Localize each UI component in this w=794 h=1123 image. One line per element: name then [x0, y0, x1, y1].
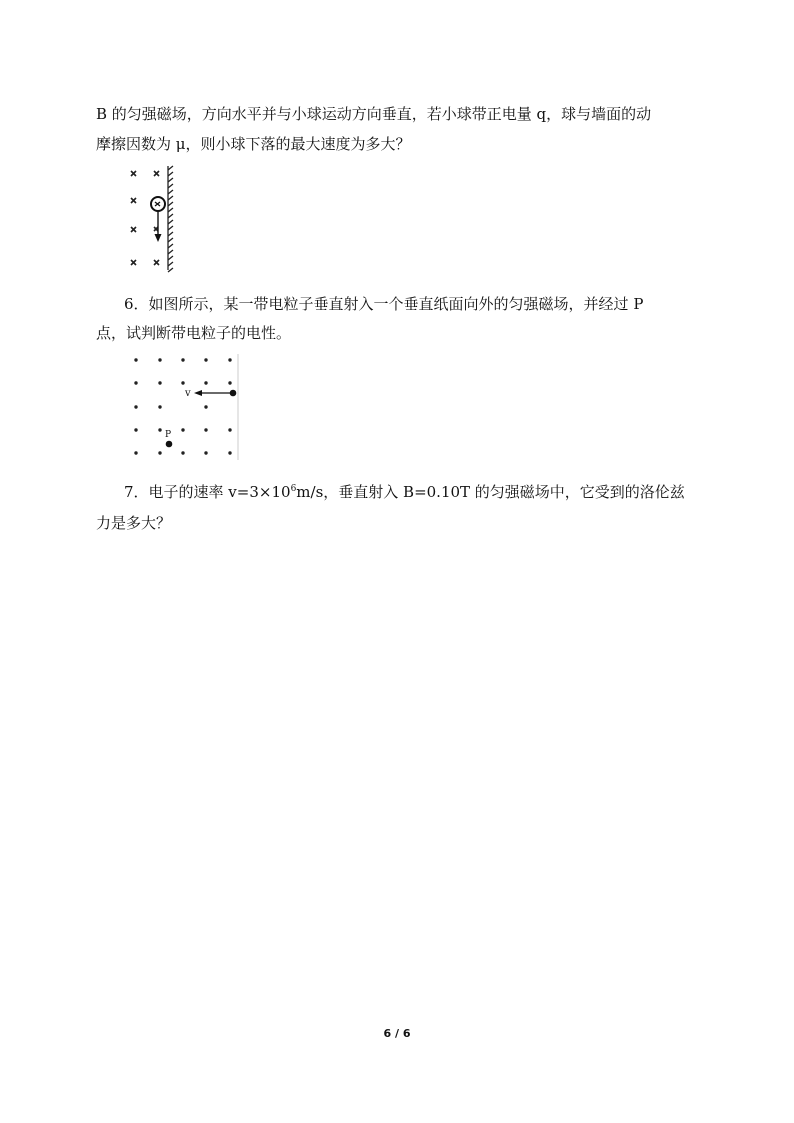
- problem5-line1: B 的匀强磁场，方向水平并与小球运动方向垂直，若小球带正电量 q，球与墙面的动: [96, 105, 652, 123]
- left-arrow-icon: [194, 390, 231, 396]
- problem7-line2: 力是多大？: [96, 514, 172, 532]
- field-cross-marks: [131, 171, 159, 265]
- down-arrow-icon: [155, 211, 162, 242]
- problem6-line1: 6．如图所示，某一带电粒子垂直射入一个垂直纸面向外的匀强磁场，并经过 P: [124, 295, 644, 313]
- point-p-label: P: [165, 430, 172, 440]
- page-number: 6 / 6: [383, 1027, 411, 1040]
- field-dot-marks: [134, 358, 231, 454]
- field-dots-figure: [120, 352, 246, 462]
- problem7-text-start: 7．电子的速率 v=3×10: [124, 483, 291, 501]
- problem7-line1: [124, 482, 685, 502]
- problem7-exponent: 6: [290, 484, 297, 494]
- problem7-text-end: m/s，垂直射入 B=0.10T 的匀强磁场中，它受到的洛伦兹: [296, 483, 685, 501]
- problem6-line2: 点，试判断带电粒子的电性。: [96, 324, 292, 342]
- wall: [168, 166, 173, 272]
- ball-wall-figure: [120, 164, 182, 274]
- problem5-line2: 摩擦因数为 μ，则小球下落的最大速度为多大？: [96, 135, 411, 153]
- velocity-label: v: [185, 388, 191, 399]
- point-p: [166, 441, 173, 448]
